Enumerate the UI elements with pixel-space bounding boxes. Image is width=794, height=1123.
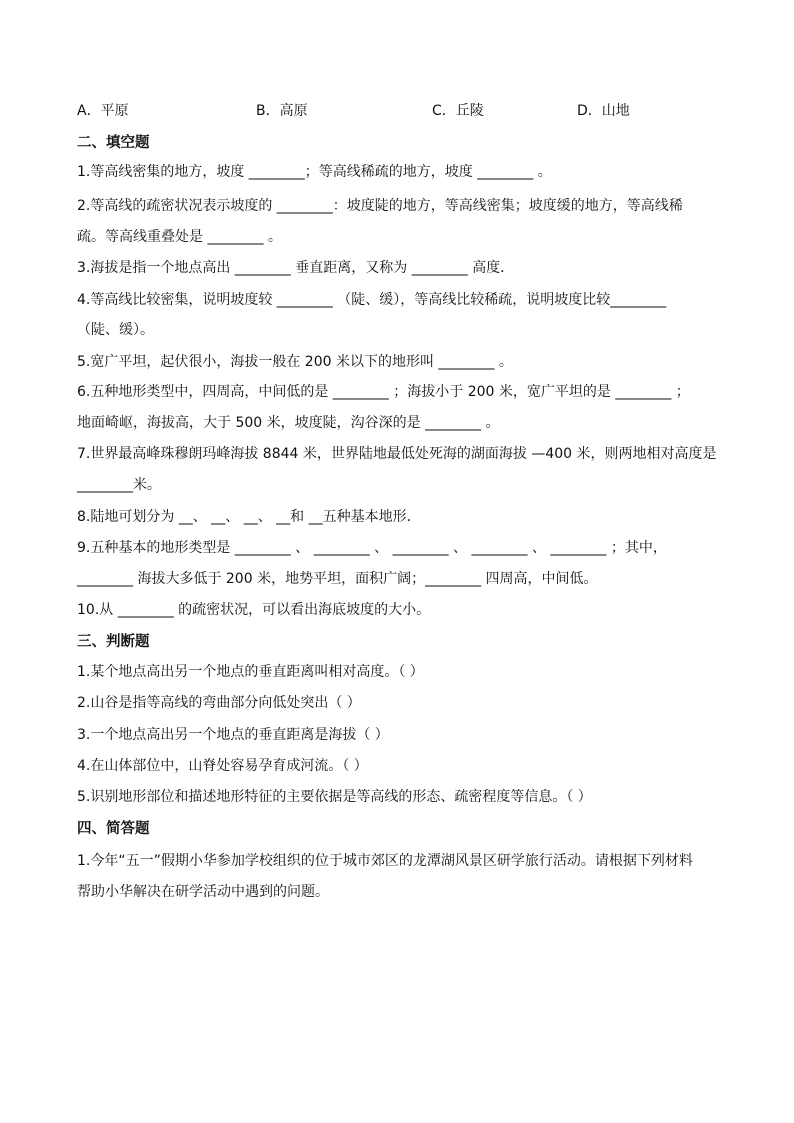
question-line: 地面崎岖，海拔高，大于 500 米，坡度陡，沟谷深的是 ________ 。 [77, 415, 500, 431]
question-line: 2.山谷是指等高线的弯曲部分向低处突出（ ） [77, 695, 361, 711]
section-heading-short-answer: 四、简答题 [77, 821, 150, 837]
question-line: 3.海拔是指一个地点高出 ________ 垂直距离，又称为 ________ 高度． [77, 260, 515, 276]
question-line: 4.等高线比较密集，说明坡度较 ________ （陡、缓），等高线比较稀疏，说明坡度比较________ [77, 292, 667, 308]
question-line: 1.某个地点高出另一个地点的垂直距离叫相对高度。（ ） [77, 664, 424, 680]
question-line: 10.从 ________ 的疏密状况，可以看出海底坡度的大小。 [77, 602, 431, 618]
question-line: 7.世界最高峰珠穆朗玛峰海拔 8844 米，世界陆地最低处死海的湖面海拔 —400 米，则两地相对高度是 [77, 446, 717, 462]
question-line: 1.今年“五一”假期小华参加学校组织的位于城市郊区的龙潭湖风景区研学旅行活动。请根据下列材料 [77, 853, 693, 869]
section-heading-true-false: 三、判断题 [77, 634, 150, 650]
option-c: C．丘陵 [432, 103, 484, 119]
question-line: 帮助小华解决在研学活动中遇到的问题。 [77, 884, 329, 900]
section-heading-fill-blank: 二、填空题 [77, 135, 150, 151]
question-line: 2.等高线的疏密状况表示坡度的 ________：坡度陡的地方，等高线密集；坡度缓的地方，等高线稀 [77, 198, 683, 214]
option-b: B．高原 [256, 103, 308, 119]
option-d: D．山地 [577, 103, 630, 119]
option-a: A．平原 [77, 103, 129, 119]
question-line: 9.五种基本的地形类型是 ________ 、 ________ 、 ________ 、 ________ 、 ________ ；其中， [77, 540, 667, 556]
question-line: ________ 海拔大多低于 200 米，地势平坦，面积广阔；________ 四周高，中间低。 [77, 571, 598, 587]
question-line: 3.一个地点高出另一个地点的垂直距离是海拔（ ） [77, 727, 389, 743]
question-line: 1.等高线密集的地方，坡度 ________；等高线稀疏的地方，坡度 ________ 。 [77, 164, 552, 180]
question-line: （陡、缓）。 [77, 322, 154, 338]
question-line: 5.识别地形部位和描述地形特征的主要依据是等高线的形态、疏密程度等信息。（ ） [77, 789, 592, 805]
question-line: 4.在山体部位中，山脊处容易孕育成河流。（ ） [77, 758, 368, 774]
question-line: 5.宽广平坦，起伏很小，海拔一般在 200 米以下的地形叫 ________ 。 [77, 354, 513, 370]
question-line: 8.陆地可划分为 __、 __、 __、 __和 __五种基本地形． [77, 509, 421, 525]
question-line: ________米。 [77, 477, 161, 493]
question-line: 疏。等高线重叠处是 ________ 。 [77, 229, 282, 245]
question-line: 6.五种地形类型中，四周高，中间低的是 ________ ；海拔小于 200 米，宽广平坦的是 ________ ； [77, 384, 690, 400]
